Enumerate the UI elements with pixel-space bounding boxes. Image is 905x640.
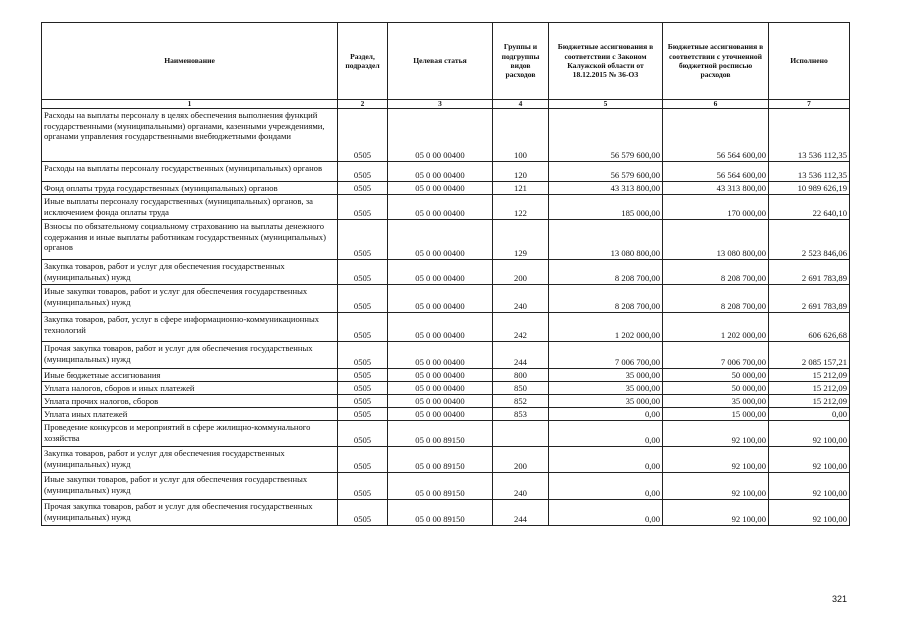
row-law-amount: 8 208 700,00 — [549, 285, 663, 313]
row-expense-group: 852 — [493, 395, 549, 408]
header-refined-allocations: Бюджетные ассигнования в соответствии с уточненной бюджетной росписью расходов — [663, 23, 769, 100]
row-expense-group: 853 — [493, 408, 549, 421]
row-expense-group: 129 — [493, 220, 549, 260]
row-section: 0505 — [338, 195, 388, 220]
row-law-amount: 0,00 — [549, 473, 663, 500]
row-law-amount: 0,00 — [549, 500, 663, 526]
row-expense-group: 240 — [493, 285, 549, 313]
row-target-article: 05 0 00 00400 — [388, 285, 493, 313]
table-row — [42, 473, 850, 500]
row-refined-amount: 50 000,00 — [663, 382, 769, 395]
column-number: 3 — [388, 100, 493, 109]
row-law-amount: 43 313 800,00 — [549, 182, 663, 195]
column-number: 2 — [338, 100, 388, 109]
row-section: 0505 — [338, 447, 388, 473]
header-target-article: Целевая статья — [388, 23, 493, 100]
table-header — [42, 23, 850, 100]
column-number: 1 — [42, 100, 338, 109]
row-refined-amount: 13 080 800,00 — [663, 220, 769, 260]
row-executed-amount: 92 100,00 — [769, 500, 850, 526]
table-row — [42, 421, 850, 447]
table-row — [42, 313, 850, 342]
row-executed-amount: 15 212,09 — [769, 369, 850, 382]
row-executed-amount: 15 212,09 — [769, 395, 850, 408]
row-expense-group: 850 — [493, 382, 549, 395]
row-law-amount: 0,00 — [549, 447, 663, 473]
row-law-amount: 7 006 700,00 — [549, 342, 663, 369]
row-refined-amount: 1 202 000,00 — [663, 313, 769, 342]
row-section: 0505 — [338, 369, 388, 382]
row-executed-amount: 13 536 112,35 — [769, 109, 850, 162]
row-law-amount: 0,00 — [549, 421, 663, 447]
row-name: Прочая закупка товаров, работ и услуг для обеспечения государственных (муниципальных) нужд — [42, 342, 338, 369]
row-section: 0505 — [338, 260, 388, 285]
row-name: Проведение конкурсов и мероприятий в сфере жилищно-коммунального хозяйства — [42, 421, 338, 447]
table-row — [42, 195, 850, 220]
row-law-amount: 35 000,00 — [549, 369, 663, 382]
column-number: 4 — [493, 100, 549, 109]
row-executed-amount: 22 640,10 — [769, 195, 850, 220]
row-expense-group: 200 — [493, 260, 549, 285]
row-law-amount: 35 000,00 — [549, 382, 663, 395]
row-section: 0505 — [338, 395, 388, 408]
row-name: Фонд оплаты труда государственных (муниципальных) органов — [42, 182, 338, 195]
row-law-amount: 1 202 000,00 — [549, 313, 663, 342]
table-row — [42, 447, 850, 473]
row-executed-amount: 2 523 846,06 — [769, 220, 850, 260]
row-expense-group: 242 — [493, 313, 549, 342]
header-section: Раздел, подраздел — [338, 23, 388, 100]
row-section: 0505 — [338, 313, 388, 342]
row-executed-amount: 606 626,68 — [769, 313, 850, 342]
row-expense-group: 120 — [493, 162, 549, 182]
column-number: 5 — [549, 100, 663, 109]
row-law-amount: 35 000,00 — [549, 395, 663, 408]
table-row — [42, 260, 850, 285]
row-name: Расходы на выплаты персоналу в целях обеспечения выполнения функций государственными (муниципальными) органами, казенными учреждениями, органами управления государственными внебюджетными фондами — [42, 109, 338, 162]
row-name: Уплата прочих налогов, сборов — [42, 395, 338, 408]
row-target-article: 05 0 00 00400 — [388, 109, 493, 162]
column-numbers-row — [42, 100, 850, 109]
row-section: 0505 — [338, 220, 388, 260]
row-executed-amount: 15 212,09 — [769, 382, 850, 395]
row-section: 0505 — [338, 382, 388, 395]
row-section: 0505 — [338, 342, 388, 369]
row-target-article: 05 0 00 89150 — [388, 473, 493, 500]
row-target-article: 05 0 00 00400 — [388, 408, 493, 421]
row-executed-amount: 2 691 783,89 — [769, 260, 850, 285]
row-law-amount: 56 579 600,00 — [549, 109, 663, 162]
row-section: 0505 — [338, 421, 388, 447]
row-target-article: 05 0 00 00400 — [388, 195, 493, 220]
row-expense-group: 244 — [493, 500, 549, 526]
row-name: Иные закупки товаров, работ и услуг для обеспечения государственных (муниципальных) нужд — [42, 285, 338, 313]
row-name: Расходы на выплаты персоналу государственных (муниципальных) органов — [42, 162, 338, 182]
row-refined-amount: 92 100,00 — [663, 473, 769, 500]
row-target-article: 05 0 00 00400 — [388, 382, 493, 395]
row-expense-group: 244 — [493, 342, 549, 369]
row-section: 0505 — [338, 182, 388, 195]
table-body — [42, 109, 850, 526]
row-expense-group: 200 — [493, 447, 549, 473]
row-law-amount: 13 080 800,00 — [549, 220, 663, 260]
row-name: Уплата иных платежей — [42, 408, 338, 421]
row-expense-group: 122 — [493, 195, 549, 220]
row-target-article: 05 0 00 00400 — [388, 260, 493, 285]
header-name: Наименование — [42, 23, 338, 100]
row-target-article: 05 0 00 00400 — [388, 342, 493, 369]
row-executed-amount: 92 100,00 — [769, 421, 850, 447]
row-name: Прочая закупка товаров, работ и услуг для обеспечения государственных (муниципальных) нужд — [42, 500, 338, 526]
row-name: Иные выплаты персоналу государственных (муниципальных) органов, за исключением фонда оплаты труда — [42, 195, 338, 220]
row-law-amount: 0,00 — [549, 408, 663, 421]
row-executed-amount: 92 100,00 — [769, 473, 850, 500]
row-name: Иные бюджетные ассигнования — [42, 369, 338, 382]
row-section: 0505 — [338, 408, 388, 421]
row-section: 0505 — [338, 473, 388, 500]
row-expense-group: 121 — [493, 182, 549, 195]
row-target-article: 05 0 00 00400 — [388, 313, 493, 342]
row-expense-group: 100 — [493, 109, 549, 162]
table-row — [42, 220, 850, 260]
table-row — [42, 408, 850, 421]
table-row — [42, 182, 850, 195]
row-law-amount: 56 579 600,00 — [549, 162, 663, 182]
row-name: Закупка товаров, работ и услуг для обеспечения государственных (муниципальных) нужд — [42, 260, 338, 285]
table-row — [42, 109, 850, 162]
column-number: 6 — [663, 100, 769, 109]
row-refined-amount: 43 313 800,00 — [663, 182, 769, 195]
row-refined-amount: 15 000,00 — [663, 408, 769, 421]
row-name: Закупка товаров, работ и услуг для обеспечения государственных (муниципальных) нужд — [42, 447, 338, 473]
row-target-article: 05 0 00 89150 — [388, 500, 493, 526]
row-target-article: 05 0 00 89150 — [388, 447, 493, 473]
row-refined-amount: 92 100,00 — [663, 447, 769, 473]
page-number: 321 — [832, 594, 848, 604]
header-executed: Исполнено — [769, 23, 850, 100]
row-section: 0505 — [338, 285, 388, 313]
row-target-article: 05 0 00 00400 — [388, 162, 493, 182]
column-number: 7 — [769, 100, 850, 109]
header-expense-group: Группы и подгруппы видов расходов — [493, 23, 549, 100]
row-target-article: 05 0 00 89150 — [388, 421, 493, 447]
row-expense-group: 800 — [493, 369, 549, 382]
table-row — [42, 285, 850, 313]
row-name: Иные закупки товаров, работ и услуг для обеспечения государственных (муниципальных) нужд — [42, 473, 338, 500]
table-row — [42, 382, 850, 395]
row-refined-amount: 92 100,00 — [663, 421, 769, 447]
row-expense-group — [493, 421, 549, 447]
row-target-article: 05 0 00 00400 — [388, 182, 493, 195]
table-row — [42, 369, 850, 382]
row-law-amount: 185 000,00 — [549, 195, 663, 220]
row-executed-amount: 13 536 112,35 — [769, 162, 850, 182]
row-executed-amount: 92 100,00 — [769, 447, 850, 473]
row-target-article: 05 0 00 00400 — [388, 220, 493, 260]
row-law-amount: 8 208 700,00 — [549, 260, 663, 285]
row-name: Закупка товаров, работ, услуг в сфере информационно-коммуникационных технологий — [42, 313, 338, 342]
row-refined-amount: 7 006 700,00 — [663, 342, 769, 369]
row-section: 0505 — [338, 162, 388, 182]
row-executed-amount: 0,00 — [769, 408, 850, 421]
table-row — [42, 395, 850, 408]
row-refined-amount: 8 208 700,00 — [663, 260, 769, 285]
row-executed-amount: 10 989 626,19 — [769, 182, 850, 195]
budget-table — [41, 22, 850, 526]
row-name: Уплата налогов, сборов и иных платежей — [42, 382, 338, 395]
table-row — [42, 342, 850, 369]
row-executed-amount: 2 085 157,21 — [769, 342, 850, 369]
row-target-article: 05 0 00 00400 — [388, 369, 493, 382]
row-refined-amount: 56 564 600,00 — [663, 162, 769, 182]
row-refined-amount: 50 000,00 — [663, 369, 769, 382]
header-law-allocations: Бюджетные ассигнования в соответствии с Законом Калужской области от 18.12.2015 № 36-ОЗ — [549, 23, 663, 100]
row-refined-amount: 8 208 700,00 — [663, 285, 769, 313]
row-refined-amount: 92 100,00 — [663, 500, 769, 526]
row-refined-amount: 56 564 600,00 — [663, 109, 769, 162]
row-target-article: 05 0 00 00400 — [388, 395, 493, 408]
row-refined-amount: 35 000,00 — [663, 395, 769, 408]
table-row — [42, 500, 850, 526]
row-refined-amount: 170 000,00 — [663, 195, 769, 220]
table-row — [42, 162, 850, 182]
row-expense-group: 240 — [493, 473, 549, 500]
row-section: 0505 — [338, 109, 388, 162]
row-name: Взносы по обязательному социальному страхованию на выплаты денежного содержания и иные выплаты работникам государственных (муниципальных) органов — [42, 220, 338, 260]
row-executed-amount: 2 691 783,89 — [769, 285, 850, 313]
row-section: 0505 — [338, 500, 388, 526]
